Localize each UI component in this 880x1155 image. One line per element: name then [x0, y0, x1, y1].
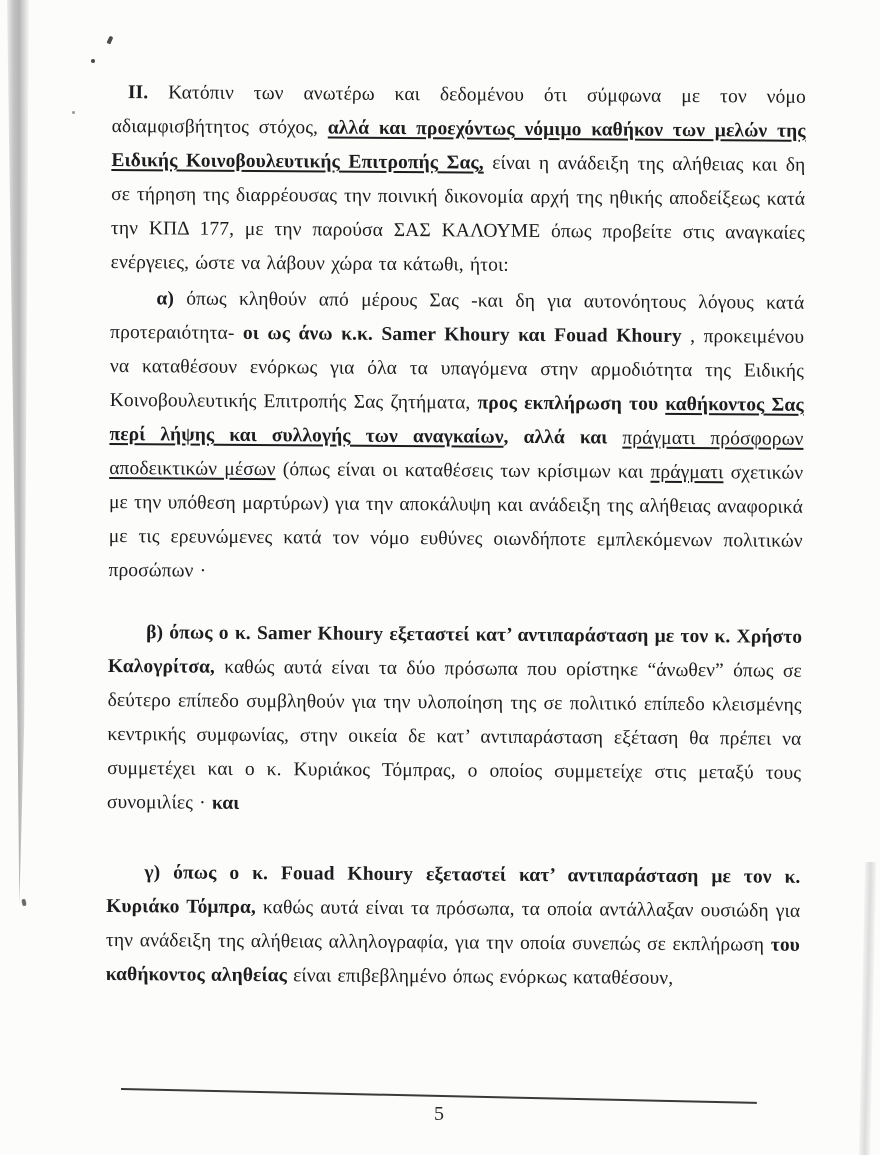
scan-binding-shadow-left — [7, 0, 29, 908]
text-run: αλλά και προεχόντως νόμιμο καθήκον των μελών της Ειδικής Κοινοβουλευτικής Επιτροπής Σας, — [111, 117, 806, 174]
page-number: 5 — [434, 1103, 444, 1125]
text-run: α) — [156, 288, 187, 310]
text-run: του καθήκοντος αληθείας — [105, 934, 801, 987]
paragraph-alpha — [108, 282, 804, 593]
text-run: είναι επιβεβλημένο όπως ενόρκως καταθέσουν, — [286, 965, 674, 989]
text-run: ΙΙ. — [127, 82, 169, 104]
scan-speck — [107, 36, 114, 45]
text-run: γ) όπως ο κ. Fouad Khoury εξεταστεί κατ’ αντιπαράσταση με τον κ. Κυριάκο Τόμπρα, — [106, 862, 801, 919]
text-run: πράγματι — [650, 461, 724, 484]
text-run: Κατόπιν των ανωτέρω και δεδομένου ότι σύμφωνα με τον νόμο αδιαμφισβήτητος στόχος, — [111, 82, 806, 139]
text-run: οι ως άνω κ.κ. Samer Khoury και Fouad Khoury — [242, 322, 682, 347]
scan-speck — [21, 899, 26, 907]
text-run: πράγματι πρόσφορων αποδεικτικών μέσων — [109, 427, 804, 481]
paragraph-gamma — [106, 856, 801, 997]
text-run: (όπως είναι οι καταθέσεις των κρίσιμων και — [275, 459, 651, 483]
text-run: καθώς αυτά είναι τα πρόσωπα, τα οποία αντάλλαξαν ουσιώδη για την ανάδειξη της αλήθειας αλληλογραφία, για την οποία συνεπώς σε εκπλήρωση — [105, 897, 801, 956]
text-run: , προκειμένου να καταθέσουν ενόρκως για όλα τα υπαγόμενα στην αρμοδιότητα της Ειδικής Κοινοβουλευτικής Επιτροπής Σας ζητήματα, — [109, 325, 805, 414]
text-run: σχετικών με την υπόθεση μαρτύρων) για την αποκάλυψη και ανάδειξη της αλήθειας αναφορικά με τις ερευνώμενες κατά τον νόμο ευθύνες οιωνδήποτε εμπλεκόμενων πολιτικών προσώπων · — [108, 462, 804, 582]
text-run: όπως κληθούν από μέρους Σας -και δη για αυτονόητους λόγους κατά προτεραιότητα- — [110, 288, 805, 344]
paragraph-beta — [107, 616, 802, 825]
text-run: και — [211, 792, 240, 814]
scan-speck — [72, 111, 75, 114]
text-run: , αλλά και — [503, 426, 623, 449]
text-run: καθώς αυτά είναι τα δύο πρόσωπα που ορίστηκε “άνωθεν” όπως σε δεύτερο επίπεδο συμβληθούν για την υλοποίηση της σε πολιτικό επίπεδο κλεισμένης κεντρικής συμφωνίας, στην οικεία δε κατ’ αντιπαράσταση εξέταση θα πρέπει να συμμετέχει και ο κ. Κυριάκος Τόμπρας, ο οποίος συμμετείχε στις μεταξύ τους συνομιλίες · — [106, 656, 802, 814]
paragraph-II — [111, 76, 806, 285]
text-run: είναι η ανάδειξη της αλήθειας και δη σε τήρηση της διαρρέουσας την ποινική δικονομία αρχή της ηθικής αποδείξεως κατά την ΚΠΔ 177, με την παρούσα ΣΑΣ ΚΑΛΟΥΜΕ όπως προβείτε στις αναγκαίες ενέργειες, ώστε να λάβουν χώρα τα κάτωθι, ήτοι: — [110, 152, 806, 276]
text-run: β) όπως ο κ. Samer Khoury εξεταστεί κατ’ αντιπαράσταση με τον κ. Χρήστο Καλογρίτσα, — [107, 622, 803, 678]
scan-speck — [91, 59, 95, 63]
text-run: προς εκπλήρωση του — [477, 392, 666, 415]
document-body-text — [106, 76, 806, 997]
text-run: καθήκοντος Σας περί λήψης και συλλογής των αναγκαίων — [109, 393, 804, 448]
scan-shadow-right-bottom — [859, 862, 876, 1155]
footer-rule-line — [121, 1088, 757, 1104]
